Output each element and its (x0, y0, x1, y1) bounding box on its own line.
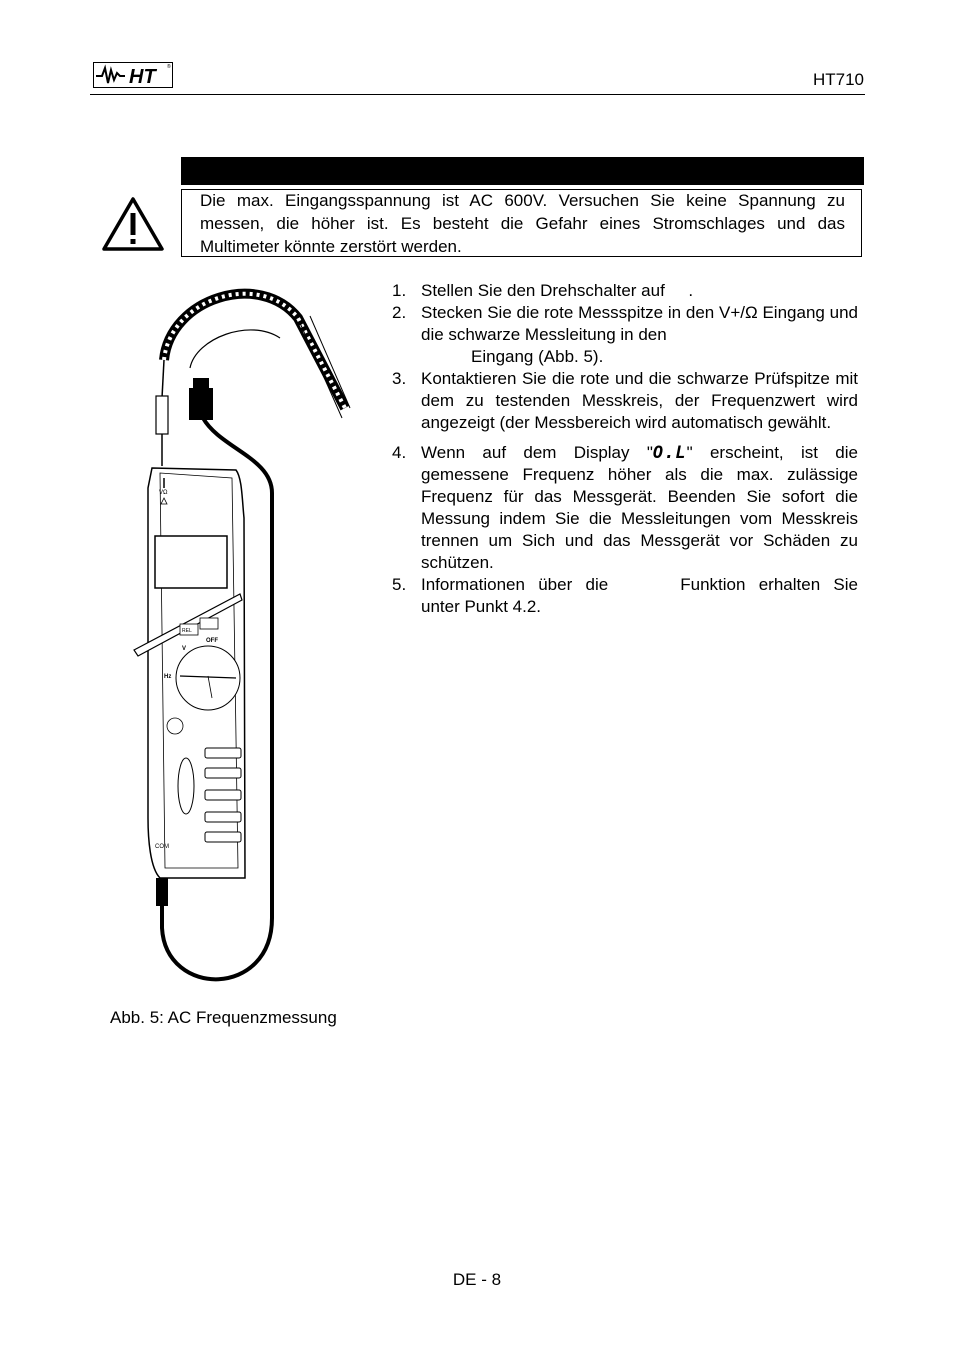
step-text-continued: Funktion erhalten Sie unter Punkt 4.2. (421, 575, 859, 616)
ht-logo (93, 62, 173, 88)
step-number: 3. (392, 369, 407, 388)
meter-label-hz: Hz (164, 674, 172, 680)
warning-text: Die max. Eingangsspannung ist AC 600V. Versuchen Sie keine Spannung zu messen, die höher ist. Es besteht die Gefahr eines Stromschlages und das Multimeter könnte zerstört werden. (200, 191, 845, 256)
model-name: HT710 (812, 70, 864, 89)
meter-label-off: OFF (206, 638, 218, 644)
step-number: 4. (392, 443, 407, 462)
page-number: DE - 8 (452, 1270, 502, 1289)
step-number: 1. (392, 281, 407, 300)
header-divider (90, 94, 865, 95)
list-item (392, 574, 858, 618)
svg-text:®: ® (167, 64, 171, 70)
list-item (392, 368, 858, 434)
step-text: Stellen Sie den Drehschalter auf . (421, 281, 694, 300)
step-text: Informationen über die (421, 575, 609, 594)
step-number: 2. (392, 303, 407, 322)
warning-triangle-icon (101, 196, 165, 252)
figure-caption: Abb. 5: AC Frequenzmessung (110, 1008, 337, 1027)
section-title-bar (181, 157, 864, 185)
step-number: 5. (392, 575, 407, 594)
display-overload-symbol: O.L (652, 443, 687, 463)
list-item (392, 280, 858, 302)
step-text: Wenn auf dem Display " (421, 443, 653, 462)
instruction-list (392, 280, 858, 618)
meter-label-com: COM (155, 844, 169, 850)
logo-text: HT (129, 66, 156, 88)
list-item (392, 302, 858, 368)
meter-label-vohm: VΩ (159, 490, 168, 496)
step-text: Kontaktieren Sie die rote und die schwarze Prüfspitze mit dem zu testenden Messkreis, der Frequenzwert wird angezeigt (der Messbereich wird automatisch gewählt. (421, 369, 858, 432)
step-text: Stecken Sie die rote Messspitze in den V+/Ω Eingang und die schwarze Messleitung in den (421, 303, 858, 344)
step-text-continued: " erscheint, ist die gemessene Frequenz höher als die max. zulässige Frequenz für das Messgerät. Beenden Sie sofort die Messung indem Sie die Messleitungen vom Messkreis trennen um Sich und das Messgerät vor Schäden zu schützen. (421, 443, 858, 572)
multimeter-illustration (100, 278, 360, 998)
list-item (392, 442, 858, 574)
step-text-continued: Eingang (Abb. 5). (471, 347, 604, 366)
meter-label-v: V (182, 646, 187, 652)
meter-label-rel: REL (182, 628, 192, 634)
